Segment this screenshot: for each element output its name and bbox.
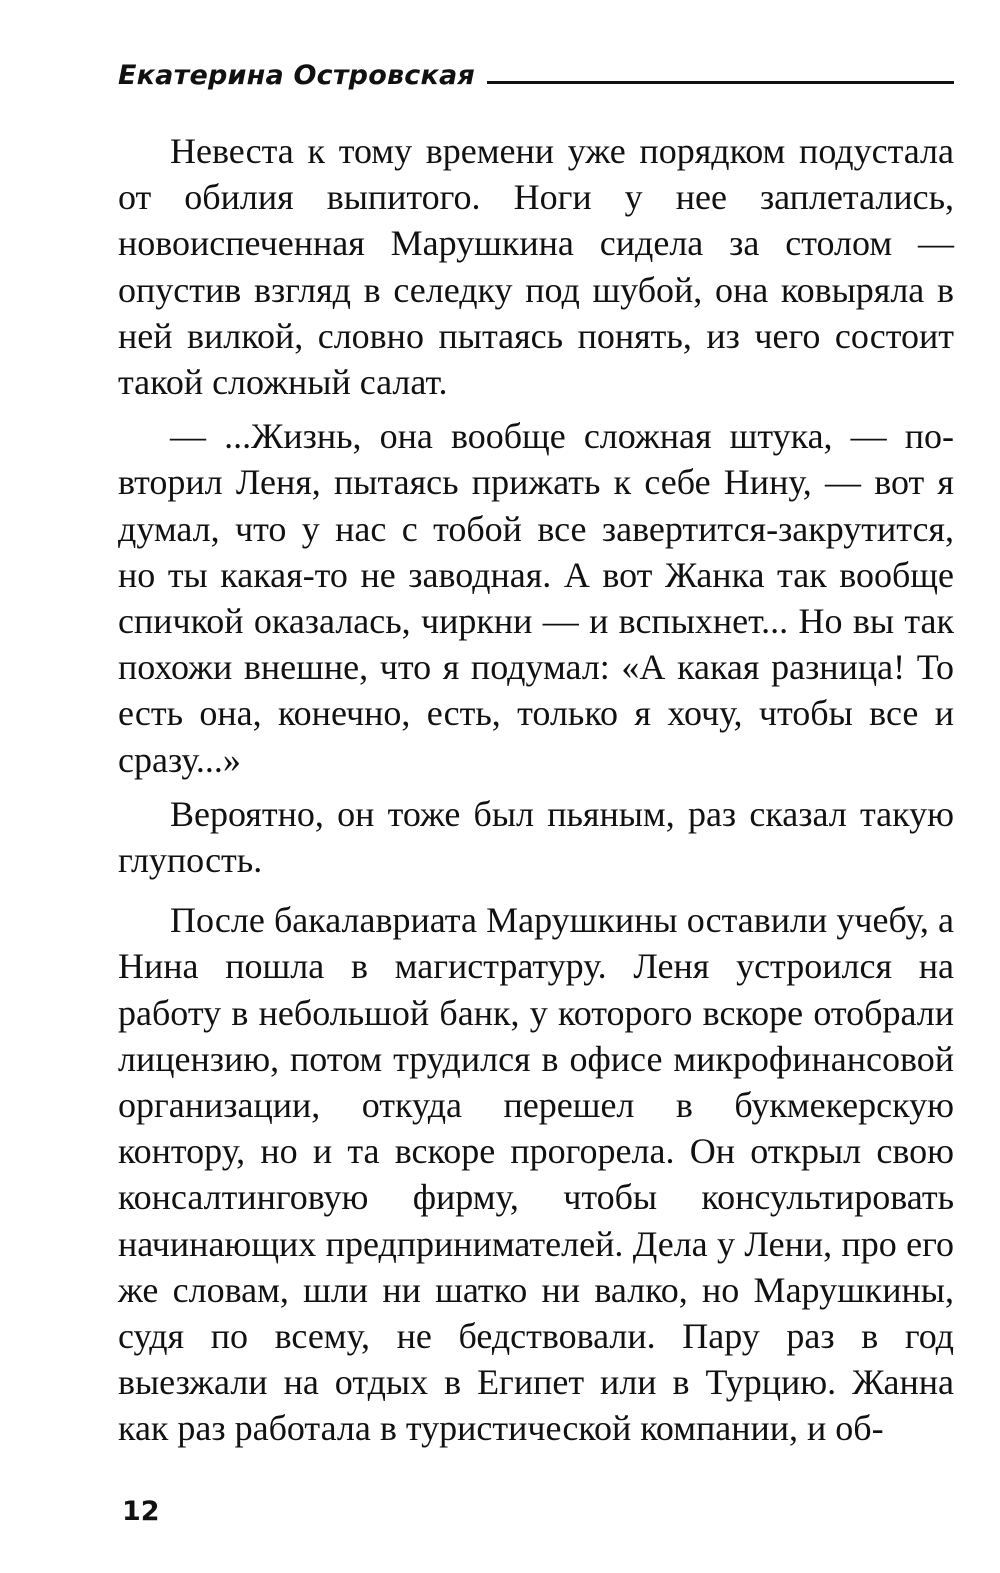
body-text — [118, 128, 954, 1452]
author-name: Екатерина Островская — [118, 60, 475, 91]
paragraph: — ...Жизнь, она вообще сложная штука, — повторил Леня, пытаясь прижать к себе Нину, — вот я думал, что у нас с тобой все завертится-закрутится, но ты какая-то не заводная. А вот Жанка так вообще спичкой оказалась, чиркни — и вспыхнет... Но вы так похожи внешне, что я подумал: «А какая разница! То есть она, конечно, есть, только я хочу, чтобы все и сразу...» — [118, 416, 954, 780]
paragraph: Вероятно, он тоже был пьяным, раз сказал такую глупость. — [118, 793, 954, 881]
page-number: 12 — [122, 1496, 160, 1527]
header-rule — [487, 81, 954, 84]
paragraph: После бакалавриата Марушкины оставили учебу, а Нина пошла в магистратуру. Леня устроился на работу в небольшой банк, у которого вскоре отобрали лицензию, потом трудился в офисе микрофинансовой организации, откуда перешел в букмекерскую контору, но и та вскоре прогорела. Он открыл свою консалтинговую фирму, чтобы консультировать начинающих предпринимателей. Дела у Лени, про его же словам, шли ни шатко ни валко, но Марушкины, судя по всему, не бедствовали. Пару раз в год выезжали на отдых в Египет или в Турцию. Жанна как раз работала в туристической компании, и об- — [118, 900, 954, 1449]
paragraph: Невеста к тому времени уже порядком подустала от обилия выпитого. Ноги у нее заплетались, новоиспеченная Марушкина сидела за столом — опустив взгляд в селедку под шубой, она ковыряла в ней вилкой, словно пытаясь понять, из чего состоит такой сложный салат. — [118, 131, 954, 403]
running-head — [118, 50, 954, 94]
